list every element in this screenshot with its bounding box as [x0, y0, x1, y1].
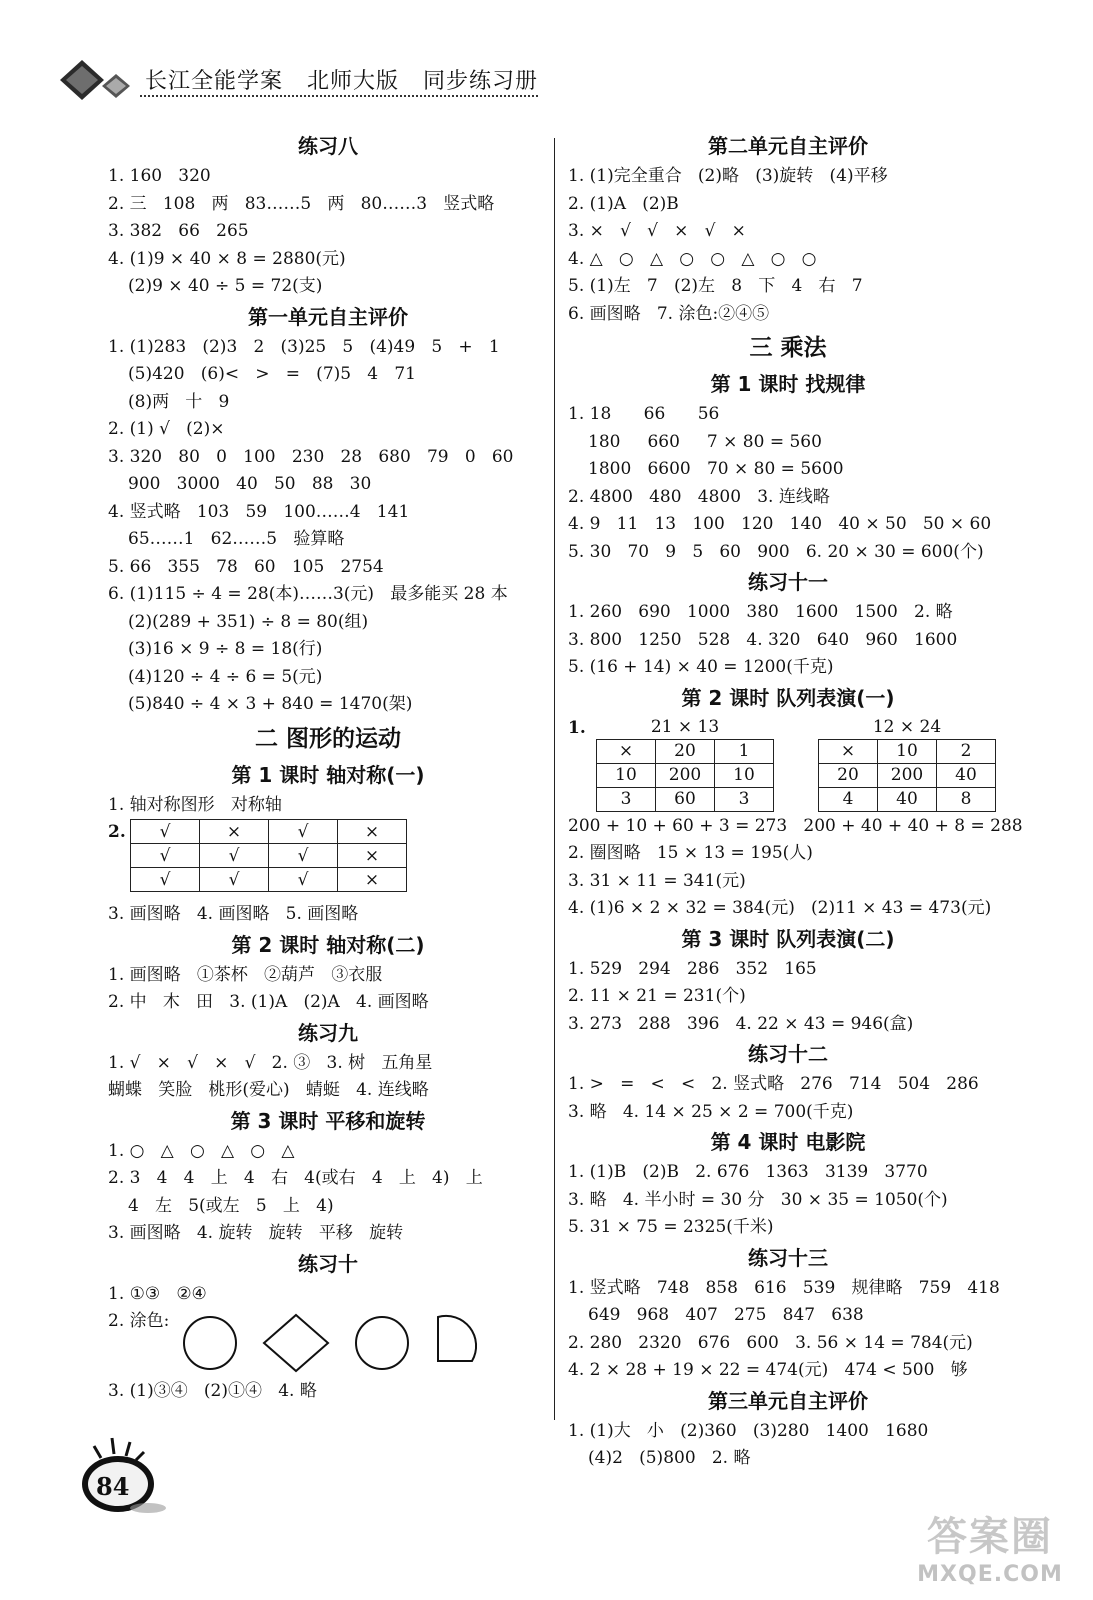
answer-line: 5. (1)左 7 (2)左 8 下 4 右 7 — [568, 276, 863, 296]
answer-line: 3. 273 288 396 4. 22 × 43 = 946(盒) — [568, 1013, 914, 1034]
answer-line: 1. √ × √ × √ 2. ③ 3. 树 五角星 — [108, 1052, 433, 1073]
answer-line: 180 660 7 × 80 = 560 — [588, 431, 822, 452]
table-row — [131, 820, 407, 844]
table-cell: √ — [200, 844, 269, 868]
section-heading: 第 3 课时 队列表演(二) — [681, 926, 895, 951]
header-rule — [140, 95, 538, 97]
header-part-type: 同步练习册 — [423, 69, 539, 94]
table-cell: 8 — [937, 787, 996, 811]
grid-table — [596, 739, 774, 812]
answer-grid-block — [108, 819, 548, 901]
answer-line: 649 968 407 275 847 638 — [588, 1305, 864, 1325]
table-row — [131, 844, 407, 868]
answer-line: (4)2 (5)800 2. 略 — [588, 1448, 751, 1468]
table-cell: 4 — [819, 787, 878, 811]
diamond-logo-icon — [58, 58, 136, 108]
coloring-shapes-row — [108, 1308, 548, 1378]
table-cell: 20 — [819, 763, 878, 787]
answer-line: (4)120 ÷ 4 ÷ 6 = 5(元) — [128, 666, 323, 687]
table-cell: 10 — [878, 739, 937, 763]
answer-line: 4. (1)9 × 40 × 8 = 2880(元) — [108, 248, 346, 269]
answer-line: 1. 竖式略 748 858 616 539 规律略 759 418 — [568, 1277, 1000, 1298]
table-row — [819, 763, 996, 787]
answer-line: 4. (1)6 × 2 × 32 = 384(元) (2)11 × 43 = 473(元) — [568, 898, 992, 918]
answer-line: 1800 6600 70 × 80 = 5600 — [588, 459, 844, 479]
answer-line: 蝴蝶 笑脸 桃形(爱心) 蜻蜓 4. 连线略 — [108, 1080, 429, 1100]
answer-line: 65……1 62……5 验算略 — [128, 529, 345, 549]
answer-line: 3. 320 80 0 100 230 28 680 79 0 60 — [108, 446, 514, 467]
table-cell: × — [338, 844, 407, 868]
answer-line: 1. 260 690 1000 380 1600 1500 2. 略 — [568, 602, 953, 622]
answer-line: 4. 9 11 13 100 120 140 40 × 50 50 × 60 — [568, 514, 992, 534]
item-label: 1. — [568, 717, 586, 738]
answer-line: 1. (1)大 小 (2)360 (3)280 1400 1680 — [568, 1420, 929, 1441]
item-label: 2. — [108, 822, 126, 842]
table-cell: × — [338, 820, 407, 844]
table-cell: √ — [131, 844, 200, 868]
answer-line: (5)840 ÷ 4 × 3 + 840 = 1470(架) — [128, 694, 413, 714]
table-row — [597, 763, 774, 787]
section-heading: 练习十二 — [748, 1042, 828, 1066]
diamond-shape-icon — [260, 1311, 332, 1375]
answer-line: 2. 3 4 4 上 4 右 4(或右 4 上 4) 上 — [108, 1168, 483, 1188]
answer-line: 3. 382 66 265 — [108, 221, 249, 241]
header-part-edition: 北师大版 — [307, 69, 400, 94]
section-heading: 第 2 课时 轴对称(二) — [231, 932, 425, 957]
header-title — [145, 64, 554, 95]
answer-line: 1. (1)283 (2)3 2 (3)25 5 (4)49 5 + 1 — [108, 336, 500, 357]
table-cell: 10 — [715, 763, 774, 787]
table-cell: × — [200, 820, 269, 844]
answer-line: 5. 31 × 75 = 2325(千米) — [568, 1217, 774, 1237]
table-cell: 1 — [715, 739, 774, 763]
section-heading: 第 1 课时 找规律 — [710, 372, 866, 396]
answer-line: 2. 中 木 田 3. (1)A (2)A 4. 画图略 — [108, 992, 429, 1012]
section-heading: 第 1 课时 轴对称(一) — [231, 762, 425, 787]
answer-line: 4 左 5(或左 5 上 4) — [128, 1195, 334, 1216]
answer-line: 3. (1)③④ (2)①④ 4. 略 — [108, 1381, 317, 1401]
table-row — [819, 787, 996, 811]
table-caption: 21 × 13 — [650, 716, 720, 737]
table-row — [131, 868, 407, 892]
answer-line: 3. 画图略 4. 画图略 5. 画图略 — [108, 904, 359, 924]
answer-line: 2. (1)A (2)B — [568, 193, 679, 214]
section-heading: 第三单元自主评价 — [708, 1388, 868, 1413]
answer-line: 4. △ ○ △ ○ ○ △ ○ ○ — [568, 248, 817, 269]
section-heading: 练习十一 — [748, 570, 828, 594]
table-cell: 200 — [878, 763, 937, 787]
table-cell: 200 — [656, 763, 715, 787]
answer-line: 1. ○ △ ○ △ ○ △ — [108, 1140, 295, 1161]
circle-shape-icon — [352, 1311, 412, 1375]
answer-line: 4. 竖式略 103 59 100……4 141 — [108, 501, 410, 522]
unit-heading: 二 图形的运动 — [254, 725, 401, 752]
page-header — [0, 0, 1093, 110]
table-cell: 60 — [656, 787, 715, 811]
table-cell: √ — [131, 868, 200, 892]
answer-line: 5. 66 355 78 60 105 2754 — [108, 556, 384, 577]
answer-line: 1. 160 320 — [108, 166, 211, 186]
unit-heading: 三 乘法 — [749, 335, 827, 361]
answer-line: 2. 4800 480 4800 3. 连线略 — [568, 486, 830, 507]
answer-line: (2)(289 + 351) ÷ 8 = 80(组) — [128, 611, 369, 632]
table-cell: × — [338, 868, 407, 892]
answer-line: 1. (1)完全重合 (2)略 (3)旋转 (4)平移 — [568, 166, 888, 186]
section-heading: 第 4 课时 电影院 — [710, 1130, 866, 1154]
table-cell: 3 — [715, 787, 774, 811]
answer-line: 1. 529 294 286 352 165 — [568, 958, 817, 979]
item-label: 2. 涂色: — [108, 1311, 170, 1331]
watermark-top: 答案圈 — [927, 1514, 1053, 1560]
table-cell: 40 — [878, 787, 937, 811]
table-row — [819, 739, 996, 763]
section-heading: 练习九 — [298, 1020, 358, 1045]
answer-line: 200 + 10 + 60 + 3 = 273 200 + 40 + 40 + 8 = 288 — [568, 815, 1023, 836]
answer-line: 3. 略 4. 半小时 = 30 分 30 × 35 = 1050(个) — [568, 1189, 948, 1210]
answer-line: 3. 31 × 11 = 341(元) — [568, 870, 746, 891]
table-cell: √ — [269, 844, 338, 868]
answer-line: 2. (1) √ (2)× — [108, 419, 225, 439]
answer-line: (5)420 (6)< > = (7)5 4 71 — [128, 364, 416, 384]
section-heading: 第 2 课时 队列表演(一) — [681, 685, 895, 710]
table-cell: √ — [269, 868, 338, 892]
table-cell: √ — [200, 868, 269, 892]
answer-line: 5. 30 70 9 5 60 900 6. 20 × 30 = 600(个) — [568, 541, 984, 562]
table-cell: √ — [131, 820, 200, 844]
tables-row — [596, 715, 996, 812]
multiplication-tables-block — [568, 715, 1008, 813]
left-column — [108, 130, 548, 1406]
multiplication-table — [596, 715, 774, 812]
table-row — [597, 739, 774, 763]
multiplication-table — [818, 715, 996, 812]
answer-line: 2. 11 × 21 = 231(个) — [568, 986, 746, 1006]
answer-line: 5. (16 + 14) × 40 = 1200(千克) — [568, 657, 834, 677]
table-cell: × — [597, 739, 656, 763]
section-heading: 练习十 — [298, 1251, 358, 1276]
answer-line: 1. ①③ ②④ — [108, 1283, 207, 1304]
answer-line: 1. 18 66 56 — [568, 404, 720, 424]
watermark — [895, 1505, 1085, 1595]
answer-line: 1. 画图略 ①茶杯 ②葫芦 ③衣服 — [108, 964, 383, 985]
answer-line: 2. 圈图略 15 × 13 = 195(人) — [568, 843, 813, 863]
grid-table — [818, 739, 996, 812]
section-heading: 第 3 课时 平移和旋转 — [230, 1108, 426, 1133]
answer-line: 3. 略 4. 14 × 25 × 2 = 700(千克) — [568, 1101, 854, 1122]
answer-line: 1. > = < < 2. 竖式略 276 714 504 286 — [568, 1074, 979, 1094]
answer-line: 3. 800 1250 528 4. 320 640 960 1600 — [568, 629, 958, 650]
table-row — [597, 787, 774, 811]
answer-line: 1. 轴对称图形 对称轴 — [108, 794, 282, 815]
table-cell: 10 — [597, 763, 656, 787]
header-part-series: 长江全能学案 — [145, 69, 284, 94]
section-heading: 练习八 — [298, 134, 358, 158]
section-heading: 第一单元自主评价 — [248, 304, 408, 329]
right-column — [568, 130, 1023, 1473]
table-caption: 12 × 24 — [872, 716, 942, 737]
table-cell: 2 — [937, 739, 996, 763]
answer-line: 900 3000 40 50 88 30 — [128, 474, 372, 494]
answer-line: 2. 280 2320 676 600 3. 56 × 14 = 784(元) — [568, 1332, 973, 1353]
answer-line: 4. 2 × 28 + 19 × 22 = 474(元) 474 < 500 够 — [568, 1360, 968, 1380]
answer-line: 6. 画图略 7. 涂色:②④⑤ — [568, 303, 770, 324]
answer-line: 2. 三 108 两 83……5 两 80……3 竖式略 — [108, 193, 495, 214]
answer-line: (8)两 十 9 — [128, 391, 230, 412]
answer-line: 1. (1)B (2)B 2. 676 1363 3139 3770 — [568, 1162, 928, 1182]
section-heading: 练习十三 — [748, 1245, 828, 1270]
answer-line: (3)16 × 9 ÷ 8 = 18(行) — [128, 639, 323, 659]
answer-line: 3. 画图略 4. 旋转 旋转 平移 旋转 — [108, 1223, 404, 1243]
table-cell: × — [819, 739, 878, 763]
table-cell: √ — [269, 820, 338, 844]
circle-shape-icon — [180, 1311, 240, 1375]
symmetry-answer-table — [130, 819, 407, 892]
table-cell: 20 — [656, 739, 715, 763]
column-divider — [554, 138, 555, 1420]
half-circle-shape-icon — [432, 1311, 478, 1375]
section-heading: 第二单元自主评价 — [708, 134, 868, 158]
answer-line: (2)9 × 40 ÷ 5 = 72(支) — [128, 276, 323, 296]
answer-line: 3. × √ √ × √ × — [568, 221, 746, 241]
table-cell: 40 — [937, 763, 996, 787]
page-number: 84 — [96, 1472, 130, 1501]
watermark-bottom: MXQE.COM — [917, 1562, 1063, 1587]
answer-line: 6. (1)115 ÷ 4 = 28(本)……3(元) 最多能买 28 本 — [108, 584, 508, 604]
table-cell: 3 — [597, 787, 656, 811]
